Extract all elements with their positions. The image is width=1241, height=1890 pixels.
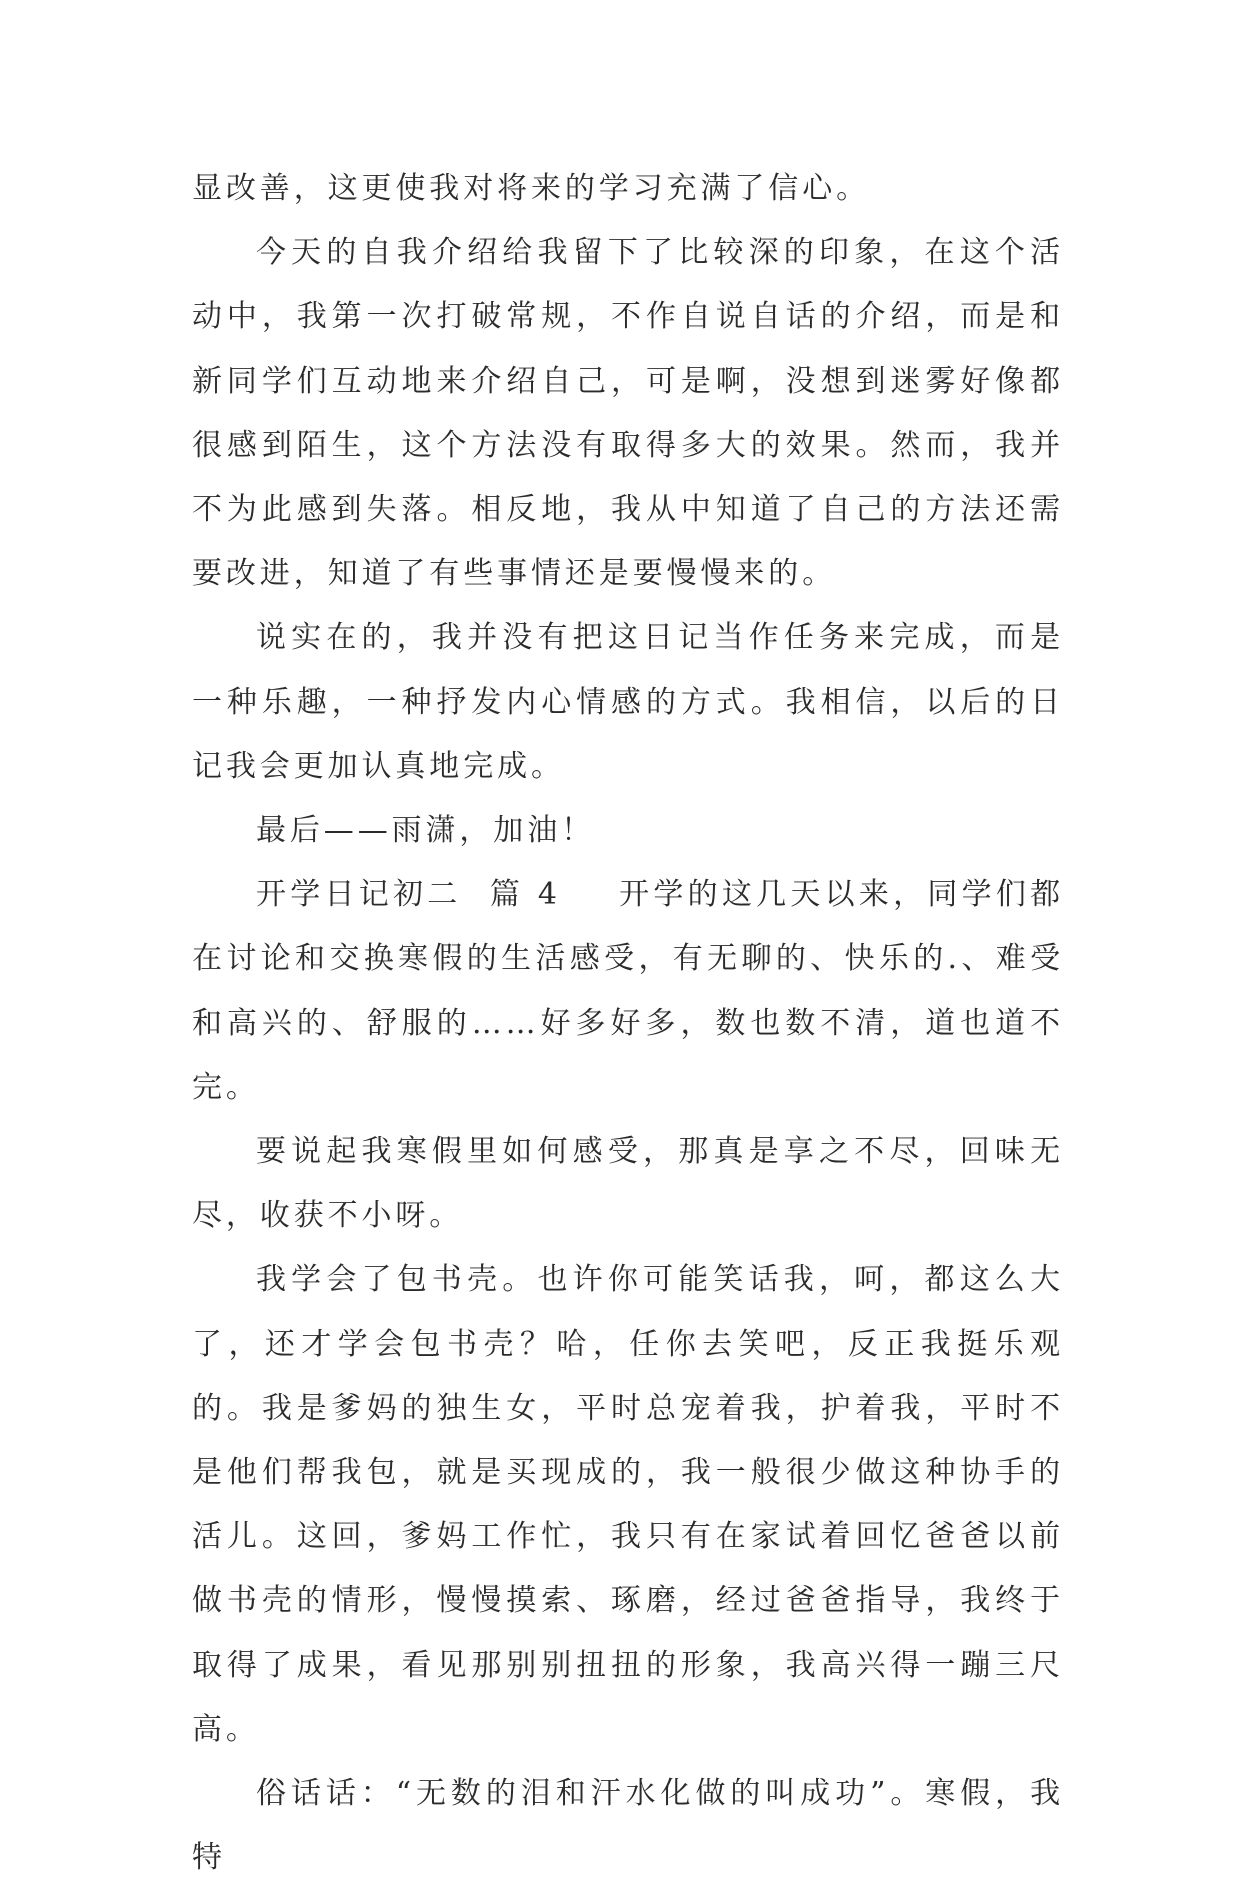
paragraph-3: 说实在的，我并没有把这日记当作任务来完成，而是一种乐趣，一种抒发内心情感的方式。我相信，以后的日记我会更加认真地完成。 bbox=[192, 620, 1064, 784]
section-label: 篇 4 bbox=[489, 877, 561, 913]
paragraph-8: 俗话话：“无数的泪和汗水化做的叫成功”。寒假，我特 bbox=[192, 1776, 1064, 1876]
paragraph-2: 今天的自我介绍给我留下了比较深的印象，在这个活动中，我第一次打破常规，不作自说自话的介绍，而是和新同学们互动地来介绍自己，可是啊，没想到迷雾好像都很感到陌生，这个方法没有取得多大的效果。然而，我并不为此感到失落。相反地，我从中知道了自己的方法还需要改进，知道了有些事情还是要慢慢来的。 bbox=[192, 235, 1064, 592]
section-intro: 开学的这几天以来，同学们都在讨论和交换寒假的生活感受，有无聊的、快乐的.、难受和高兴的、舒服的……好多好多，数也数不清，道也道不完。 bbox=[192, 877, 1064, 1105]
section-title: 开学日记初二 bbox=[256, 877, 462, 913]
section-heading-paragraph bbox=[192, 863, 1064, 1120]
paragraph-7: 我学会了包书壳。也许你可能笑话我，呵，都这么大了，还才学会包书壳？哈，任你去笑吧，反正我挺乐观的。我是爹妈的独生女，平时总宠着我，护着我，平时不是他们帮我包，就是买现成的，我一般很少做这种协手的活儿。这回，爹妈工作忙，我只有在家试着回忆爸爸以前做书壳的情形，慢慢摸索、琢磨，经过爸爸指导，我终于取得了成果，看见那别别扭扭的形象，我高兴得一蹦三尺高。 bbox=[192, 1262, 1064, 1747]
paragraph-1: 显改善，这更使我对将来的学习充满了信心。 bbox=[192, 171, 870, 206]
paragraph-6: 要说起我寒假里如何感受，那真是享之不尽，回味无尽，收获不小呀。 bbox=[192, 1134, 1064, 1234]
paragraph-4: 最后——雨潇，加油！ bbox=[256, 813, 595, 849]
document-page bbox=[192, 157, 1064, 1890]
